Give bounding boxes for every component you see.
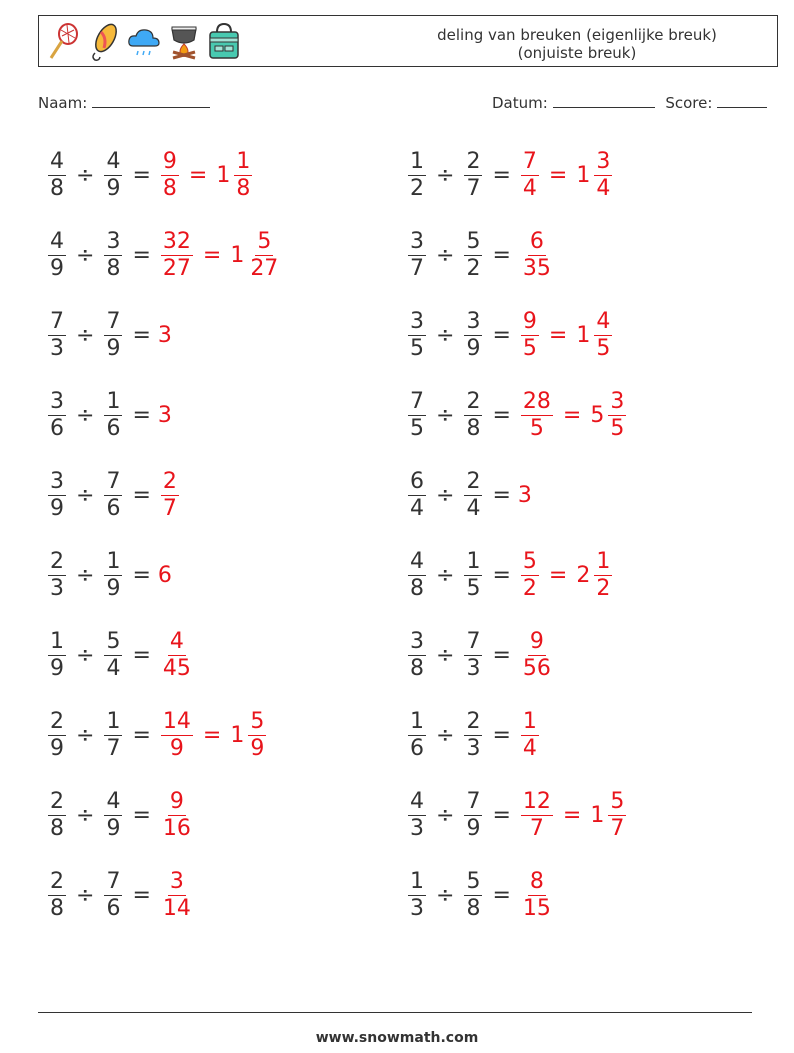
numerator: 3: [106, 228, 121, 254]
equals-sign: =: [492, 802, 511, 828]
denominator: 9: [50, 495, 64, 521]
divisor-fraction: [464, 149, 482, 202]
numerator: 1: [410, 868, 424, 894]
equals-sign: =: [132, 162, 151, 188]
numerator: 3: [50, 388, 64, 414]
equals-sign: =: [492, 242, 511, 268]
denominator: 56: [522, 655, 551, 681]
denominator: 3: [466, 655, 481, 681]
denominator: 2: [522, 575, 537, 601]
numerator: 2: [466, 388, 481, 414]
title-line-2: (onjuiste breuk): [517, 44, 637, 62]
divide-sign: ÷: [76, 802, 95, 828]
score-label: Score:: [665, 94, 713, 112]
date-label: Datum:: [492, 94, 548, 112]
denominator: 7: [610, 815, 625, 841]
divide-sign: ÷: [436, 802, 455, 828]
equals-sign: =: [492, 642, 511, 668]
numerator: 6: [410, 468, 424, 494]
answer-fraction: [161, 149, 179, 202]
numerator: 1: [106, 548, 121, 574]
numerator: 7: [522, 148, 537, 174]
equals-sign: =: [492, 322, 511, 348]
answer-fraction: [161, 229, 193, 282]
equals-sign-answer: =: [548, 562, 568, 588]
denominator: 6: [106, 415, 121, 441]
denominator: 9: [466, 335, 481, 361]
answer-fraction: [521, 709, 539, 762]
equals-sign-answer: =: [202, 242, 222, 268]
divide-sign: ÷: [436, 562, 455, 588]
numerator: 4: [50, 148, 64, 174]
numerator: 9: [522, 308, 537, 334]
score-line[interactable]: [717, 93, 767, 108]
divisor-fraction: [464, 549, 482, 602]
dividend-fraction: [408, 709, 426, 762]
equals-sign: =: [132, 482, 151, 508]
equals-sign: =: [492, 162, 511, 188]
denominator: 2: [410, 175, 424, 201]
numerator: 3: [410, 308, 424, 334]
mixed-fraction: [594, 549, 612, 602]
equals-sign: =: [132, 242, 151, 268]
numerator: 2: [162, 468, 177, 494]
equals-sign: =: [492, 882, 511, 908]
name-line[interactable]: [92, 93, 210, 108]
denominator: 7: [162, 495, 177, 521]
equals-sign: =: [132, 722, 151, 748]
numerator: 3: [596, 148, 611, 174]
answer-fraction: [521, 149, 539, 202]
divisor-fraction: [104, 469, 122, 522]
denominator: 16: [162, 815, 191, 841]
dividend-fraction: [408, 389, 426, 442]
problem-9: [45, 465, 182, 525]
answer-fraction: [161, 709, 193, 762]
denominator: 5: [529, 415, 544, 441]
equals-sign: =: [132, 882, 151, 908]
numerator: 3: [410, 228, 424, 254]
numerator: 5: [106, 628, 121, 654]
answer-fraction: [521, 629, 553, 682]
mixed-fraction: [234, 149, 252, 202]
problem-11: [45, 545, 172, 605]
cooler-bag-icon: [207, 20, 241, 62]
divide-sign: ÷: [76, 562, 95, 588]
dividend-fraction: [408, 869, 426, 922]
denominator: 15: [522, 895, 551, 921]
denominator: 14: [162, 895, 191, 921]
dividend-fraction: [48, 869, 66, 922]
answer-whole: 3: [517, 482, 532, 508]
numerator: 7: [410, 388, 424, 414]
dividend-fraction: [408, 549, 426, 602]
problem-18: [405, 785, 629, 845]
denominator: 35: [522, 255, 551, 281]
divisor-fraction: [464, 389, 482, 442]
problem-5: [45, 305, 172, 365]
divisor-fraction: [464, 789, 482, 842]
divide-sign: ÷: [76, 322, 95, 348]
numerator: 4: [106, 788, 121, 814]
dividend-fraction: [48, 789, 66, 842]
denominator: 9: [106, 335, 121, 361]
mixed-whole: 1: [230, 722, 245, 748]
denominator: 4: [522, 735, 537, 761]
mixed-fraction: [594, 149, 612, 202]
numerator: 1: [410, 708, 424, 734]
denominator: 5: [610, 415, 625, 441]
denominator: 7: [106, 735, 121, 761]
problem-15: [45, 705, 269, 765]
mixed-fraction: [608, 789, 626, 842]
equals-sign: =: [132, 402, 151, 428]
divide-sign: ÷: [76, 402, 95, 428]
dividend-fraction: [408, 629, 426, 682]
dividend-fraction: [48, 309, 66, 362]
equals-sign-answer: =: [562, 802, 582, 828]
denominator: 4: [596, 175, 611, 201]
numerator: 7: [466, 628, 481, 654]
dividend-fraction: [48, 389, 66, 442]
answer-fraction: [161, 469, 179, 522]
divisor-fraction: [104, 709, 122, 762]
divide-sign: ÷: [76, 882, 95, 908]
numerator: 9: [162, 148, 177, 174]
equals-sign: =: [132, 562, 151, 588]
problem-4: [405, 225, 556, 285]
numerator: 2: [466, 148, 481, 174]
denominator: 9: [50, 735, 64, 761]
numerator: 14: [162, 708, 191, 734]
numerator: 4: [106, 148, 121, 174]
numerator: 2: [50, 868, 64, 894]
denominator: 5: [410, 415, 424, 441]
equals-sign-answer: =: [562, 402, 582, 428]
problem-6: [405, 305, 615, 365]
denominator: 8: [410, 575, 424, 601]
denominator: 9: [466, 815, 481, 841]
numerator: 6: [529, 228, 544, 254]
divide-sign: ÷: [436, 882, 455, 908]
problem-14: [405, 625, 556, 685]
dividend-fraction: [48, 629, 66, 682]
denominator: 8: [50, 895, 64, 921]
numerator: 1: [522, 708, 537, 734]
numerator: 4: [410, 548, 424, 574]
worksheet-header: [38, 15, 778, 67]
campfire-pot-icon: [167, 20, 201, 62]
problem-12: [405, 545, 615, 605]
denominator: 3: [466, 735, 481, 761]
denominator: 9: [106, 175, 121, 201]
denominator: 3: [50, 575, 64, 601]
equals-sign: =: [492, 722, 511, 748]
divisor-fraction: [464, 709, 482, 762]
problem-16: [405, 705, 542, 765]
problem-19: [45, 865, 196, 925]
problem-10: [405, 465, 532, 525]
denominator: 8: [162, 175, 177, 201]
numerator: 2: [50, 788, 64, 814]
numerator: 5: [466, 228, 481, 254]
mixed-whole: 1: [216, 162, 231, 188]
denominator: 6: [410, 735, 424, 761]
denominator: 4: [410, 495, 424, 521]
mixed-whole: 2: [576, 562, 591, 588]
numerator: 1: [236, 148, 251, 174]
mixed-whole: 1: [576, 162, 591, 188]
divide-sign: ÷: [76, 482, 95, 508]
divide-sign: ÷: [436, 642, 455, 668]
answer-whole: 6: [157, 562, 172, 588]
numerator: 3: [466, 308, 481, 334]
divisor-fraction: [104, 549, 122, 602]
denominator: 5: [410, 335, 424, 361]
mixed-fraction: [248, 709, 266, 762]
problem-17: [45, 785, 196, 845]
divide-sign: ÷: [76, 642, 95, 668]
numerator: 1: [106, 708, 121, 734]
denominator: 7: [466, 175, 481, 201]
divide-sign: ÷: [436, 162, 455, 188]
numerator: 32: [162, 228, 191, 254]
divisor-fraction: [104, 309, 122, 362]
numerator: 3: [410, 628, 424, 654]
answer-fraction: [521, 869, 553, 922]
footer-divider: [38, 1012, 752, 1013]
denominator: 8: [410, 655, 424, 681]
denominator: 8: [50, 175, 64, 201]
dividend-fraction: [408, 469, 426, 522]
denominator: 9: [169, 735, 184, 761]
answer-fraction: [161, 869, 193, 922]
dividend-fraction: [48, 709, 66, 762]
numerator: 4: [410, 788, 424, 814]
numerator: 5: [250, 708, 265, 734]
equals-sign: =: [492, 402, 511, 428]
date-line[interactable]: [553, 93, 655, 108]
numerator: 28: [522, 388, 551, 414]
denominator: 4: [522, 175, 537, 201]
numerator: 4: [50, 228, 64, 254]
numerator: 5: [610, 788, 625, 814]
footer-site: www.snowmath.com: [315, 1030, 479, 1046]
denominator: 7: [410, 255, 424, 281]
numerator: 2: [50, 708, 64, 734]
divide-sign: ÷: [436, 722, 455, 748]
numerator: 4: [596, 308, 611, 334]
divide-sign: ÷: [436, 482, 455, 508]
denominator: 5: [522, 335, 537, 361]
mixed-fraction: [594, 309, 612, 362]
dividend-fraction: [48, 549, 66, 602]
numerator: 3: [610, 388, 625, 414]
dividend-fraction: [48, 149, 66, 202]
answer-whole: 3: [157, 322, 172, 348]
equals-sign-answer: =: [548, 162, 568, 188]
numerator: 2: [50, 548, 64, 574]
dividend-fraction: [408, 149, 426, 202]
problem-3: [45, 225, 283, 285]
name-label: Naam:: [38, 94, 88, 112]
denominator: 45: [162, 655, 191, 681]
dividend-fraction: [48, 229, 66, 282]
mixed-whole: 5: [590, 402, 605, 428]
equals-sign: =: [132, 802, 151, 828]
denominator: 8: [466, 895, 481, 921]
denominator: 9: [106, 815, 121, 841]
numerator: 2: [466, 468, 481, 494]
denominator: 6: [106, 895, 121, 921]
equals-sign: =: [492, 562, 511, 588]
denominator: 27: [250, 255, 279, 281]
equals-sign-answer: =: [188, 162, 208, 188]
answer-fraction: [521, 389, 553, 442]
divisor-fraction: [464, 629, 482, 682]
divide-sign: ÷: [76, 242, 95, 268]
divide-sign: ÷: [76, 722, 95, 748]
numerator: 1: [106, 388, 121, 414]
denominator: 8: [50, 815, 64, 841]
numerator: 7: [106, 308, 121, 334]
answer-fraction: [521, 789, 553, 842]
numerator: 4: [169, 628, 184, 654]
divisor-fraction: [464, 229, 482, 282]
mixed-whole: 1: [230, 242, 245, 268]
equals-sign: =: [132, 322, 151, 348]
denominator: 27: [162, 255, 191, 281]
dividend-fraction: [408, 789, 426, 842]
denominator: 5: [466, 575, 481, 601]
numerator: 12: [522, 788, 551, 814]
denominator: 6: [50, 415, 64, 441]
numerator: 3: [50, 468, 64, 494]
rain-cloud-icon: [127, 20, 161, 62]
title-line-1: deling van breuken (eigenlijke breuk): [437, 26, 717, 44]
answer-fraction: [161, 789, 193, 842]
divisor-fraction: [104, 229, 122, 282]
denominator: 4: [466, 495, 481, 521]
equals-sign-answer: =: [548, 322, 568, 348]
divide-sign: ÷: [436, 322, 455, 348]
divisor-fraction: [464, 309, 482, 362]
equals-sign-answer: =: [202, 722, 222, 748]
answer-fraction: [521, 229, 553, 282]
numerator: 1: [596, 548, 611, 574]
divide-sign: ÷: [436, 402, 455, 428]
dividend-fraction: [408, 309, 426, 362]
denominator: 5: [596, 335, 611, 361]
numerator: 9: [529, 628, 544, 654]
answer-fraction: [161, 629, 193, 682]
denominator: 9: [50, 255, 64, 281]
problem-2: [405, 145, 615, 205]
divisor-fraction: [464, 869, 482, 922]
numerator: 7: [50, 308, 64, 334]
denominator: 6: [106, 495, 121, 521]
denominator: 9: [106, 575, 121, 601]
denominator: 3: [50, 335, 64, 361]
numerator: 5: [257, 228, 272, 254]
mixed-whole: 1: [590, 802, 605, 828]
problem-20: [405, 865, 556, 925]
numerator: 9: [169, 788, 184, 814]
denominator: 8: [466, 415, 481, 441]
denominator: 8: [236, 175, 251, 201]
answer-fraction: [521, 309, 539, 362]
divide-sign: ÷: [436, 242, 455, 268]
name-field: [38, 93, 210, 112]
divisor-fraction: [464, 469, 482, 522]
date-score-fields: [492, 93, 767, 112]
header-icons: [47, 20, 241, 62]
numerator: 1: [466, 548, 481, 574]
denominator: 2: [466, 255, 481, 281]
denominator: 4: [106, 655, 121, 681]
numerator: 5: [522, 548, 537, 574]
answer-whole: 3: [157, 402, 172, 428]
equals-sign: =: [492, 482, 511, 508]
divisor-fraction: [104, 869, 122, 922]
answer-fraction: [521, 549, 539, 602]
denominator: 3: [410, 815, 424, 841]
divisor-fraction: [104, 149, 122, 202]
mixed-fraction: [608, 389, 626, 442]
problem-8: [405, 385, 629, 445]
problem-7: [45, 385, 172, 445]
numerator: 7: [106, 868, 121, 894]
problem-13: [45, 625, 196, 685]
divisor-fraction: [104, 629, 122, 682]
numerator: 1: [410, 148, 424, 174]
denominator: 9: [50, 655, 64, 681]
divisor-fraction: [104, 389, 122, 442]
denominator: 2: [596, 575, 611, 601]
numerator: 8: [529, 868, 544, 894]
denominator: 7: [529, 815, 544, 841]
mixed-fraction: [248, 229, 280, 282]
dividend-fraction: [48, 469, 66, 522]
worksheet-title: [417, 26, 737, 62]
numerator: 7: [106, 468, 121, 494]
denominator: 3: [410, 895, 424, 921]
numerator: 7: [466, 788, 481, 814]
fishing-lure-icon: [87, 20, 121, 62]
divide-sign: ÷: [76, 162, 95, 188]
denominator: 9: [250, 735, 265, 761]
butterfly-net-icon: [47, 20, 81, 62]
mixed-whole: 1: [576, 322, 591, 348]
divisor-fraction: [104, 789, 122, 842]
numerator: 1: [50, 628, 64, 654]
numerator: 3: [169, 868, 184, 894]
denominator: 8: [106, 255, 121, 281]
numerator: 5: [466, 868, 481, 894]
problem-1: [45, 145, 255, 205]
equals-sign: =: [132, 642, 151, 668]
numerator: 2: [466, 708, 481, 734]
dividend-fraction: [408, 229, 426, 282]
